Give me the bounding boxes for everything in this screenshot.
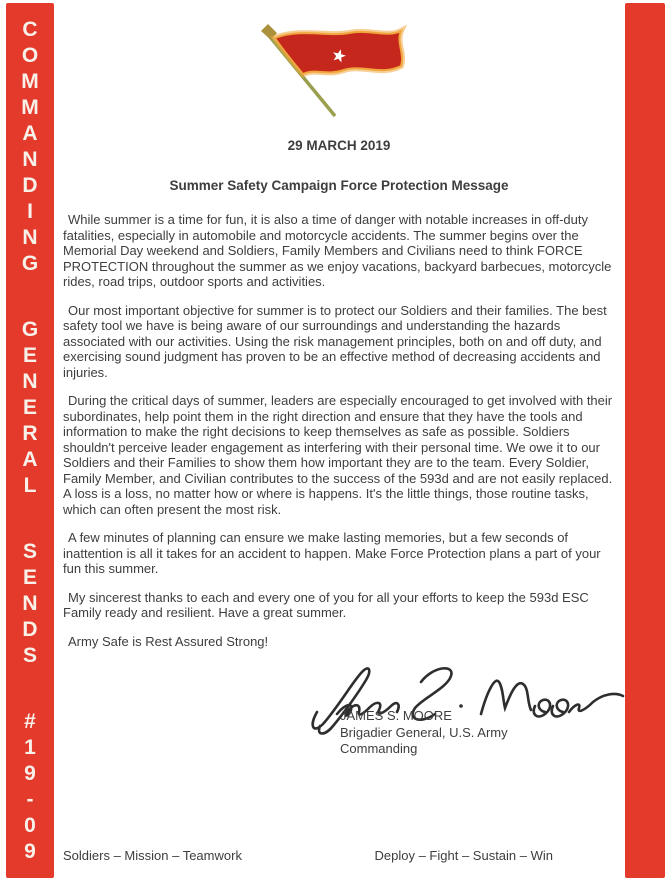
paragraph: My sincerest thanks to each and every one of you for all your efforts to keep the 593d ESC Family ready and resilient. Have a great summer. xyxy=(63,589,589,620)
sidebar-letter: M xyxy=(21,70,39,93)
sidebar-letter: D xyxy=(22,618,38,641)
sidebar-letter: S xyxy=(22,644,37,667)
sidebar-letter: A xyxy=(22,122,38,145)
sidebar-letter: 9 xyxy=(24,840,36,863)
sidebar-letter: # xyxy=(24,710,36,733)
sidebar-letter: G xyxy=(21,318,39,341)
signature-area xyxy=(63,662,615,772)
sidebar-letter: D xyxy=(22,174,38,197)
signature-role: Commanding xyxy=(340,741,418,756)
signature-name: JAMES S. MOORE xyxy=(340,708,452,723)
sidebar-word xyxy=(24,711,36,862)
paragraph: A few minutes of planning can ensure we make lasting memories, but a few seconds of inattention is all it takes for an accident to happen. Make Force Protection plans a part of your fun this summer. xyxy=(63,530,601,576)
footer-mottos xyxy=(63,848,615,863)
sidebar-letter: - xyxy=(26,788,34,811)
sidebar-letter: E xyxy=(22,344,37,367)
one-star-flag-icon xyxy=(259,24,419,124)
sidebar-letter: L xyxy=(23,474,37,497)
paragraph-list xyxy=(63,212,615,649)
signature-block xyxy=(340,708,508,758)
sidebar-letter: 9 xyxy=(24,762,36,785)
sidebar-letter: 0 xyxy=(24,814,36,837)
sidebar-letter: 1 xyxy=(24,736,36,759)
sidebar-letter: G xyxy=(21,252,39,275)
letter-title: Summer Safety Campaign Force Protection Message xyxy=(169,178,509,193)
sidebar-letter: I xyxy=(27,200,33,223)
sidebar-letter: S xyxy=(22,540,37,563)
paragraph: Our most important objective for summer is to protect our Soldiers and their families. The best safety tool we have is being aware of our surroundings and understanding the hazards associated with our activities. Using the risk management principles, both on and off duty, and exercising sound judgment has proven to be an effective method of decreasing accidents and injuries. xyxy=(63,302,607,380)
sidebar-letter: C xyxy=(22,18,38,41)
signature-rank: Brigadier General, U.S. Army xyxy=(340,724,508,740)
sidebar-letter: E xyxy=(22,566,37,589)
letter-date: 29 MARCH 2019 xyxy=(287,138,391,153)
sidebar-letter: M xyxy=(21,96,39,119)
sidebar-letter: N xyxy=(22,148,38,171)
sidebar-word xyxy=(22,541,37,666)
sidebar-letter: N xyxy=(22,592,38,615)
paragraph: During the critical days of summer, leaders are especially encouraged to get involved with their subordinates, help point them in the right direction and ensure that they have the tools and information to make the right decisions to keep themselves as safe as possible. Soldiers shouldn't perceive leader engagement as interfering with their personal time. We owe it to our Soldiers and their Families to show them how important they are to the team. Every Soldier, Family Member, and Civilian contributes to the success of the 593d and are not easily replaced. A loss is a loss, no matter how or where is happens. It's the little things, those routine tasks, which can often present the most risk. xyxy=(63,393,613,517)
sidebar-letter: O xyxy=(21,44,39,67)
sidebar-word xyxy=(22,319,38,496)
paragraph: While summer is a time for fun, it is also a time of danger with notable increases in off-duty fatalities, especially in automobile and motorcycle accidents. The summer begins over the Memorial Day weekend and Soldiers, Family Members and Civilians need to think FORCE PROTECTION throughout the summer as we enjoy vacations, backyard barbecues, motorcycle rides, road trips, outdoor sports and activities. xyxy=(63,212,612,289)
sidebar-letter: N xyxy=(22,370,38,393)
sidebar-word xyxy=(21,19,39,274)
motto-left: Soldiers – Mission – Teamwork xyxy=(63,848,242,863)
sidebar-letter: N xyxy=(22,226,38,249)
paragraph: Army Safe is Rest Assured Strong! xyxy=(68,633,269,649)
letter-body xyxy=(63,0,615,772)
sidebar-letter: E xyxy=(22,396,37,419)
motto-right: Deploy – Fight – Sustain – Win xyxy=(374,848,553,863)
commanding-general-sends-banner xyxy=(6,3,54,878)
sidebar-letter: R xyxy=(22,422,38,445)
sidebar-letter: A xyxy=(22,448,38,471)
